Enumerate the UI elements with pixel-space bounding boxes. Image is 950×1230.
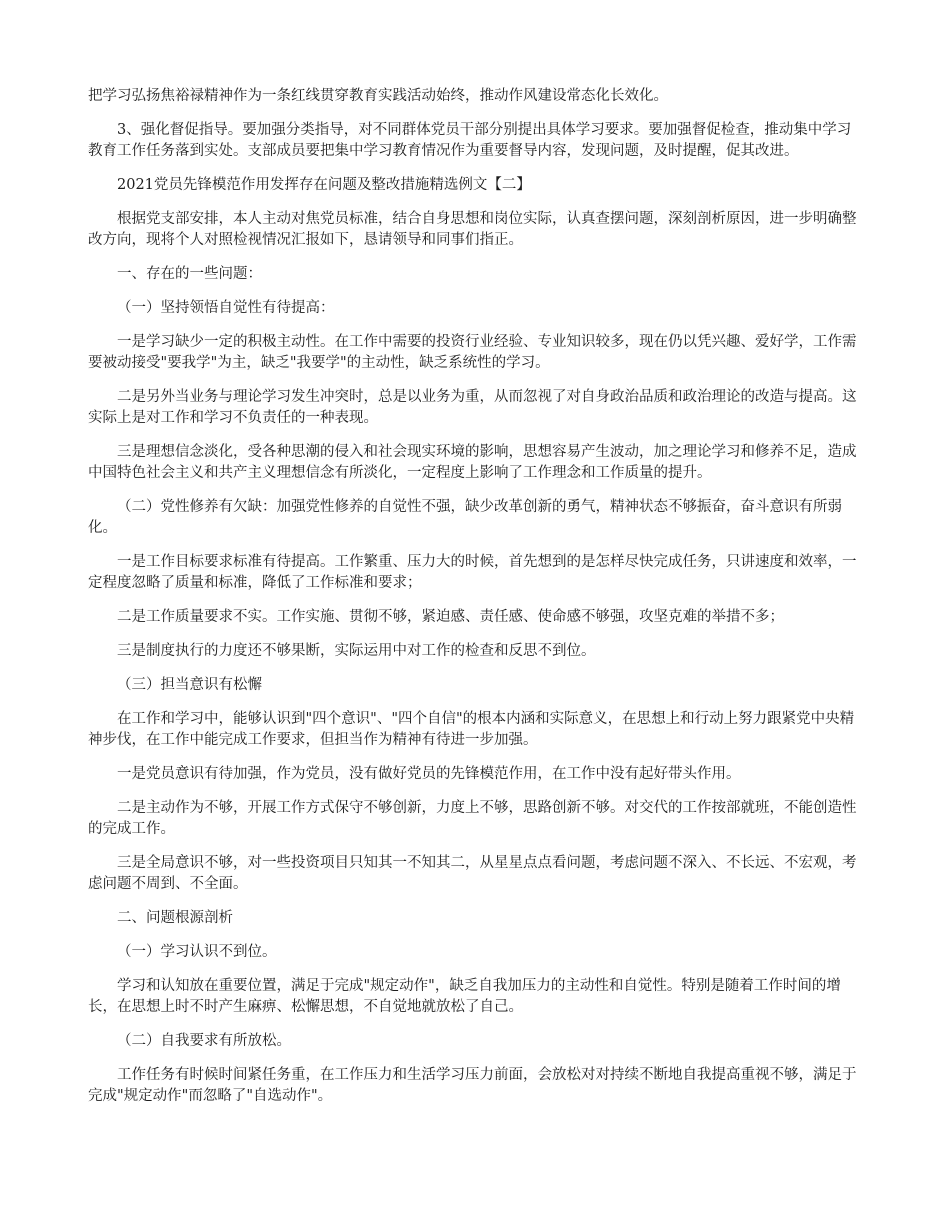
- paragraph-problem-2-2: 二是工作质量要求不实。工作实施、贯彻不够，紧迫感、责任感、使命感不够强，攻坚克难的举措不多；: [117, 609, 784, 625]
- subheading-party-cultivation: （二）党性修养有欠缺：加强党性修养的自觉性不强，缺少改革创新的勇气，精神状态不够振奋，奋斗意识有所弱化。: [88, 499, 842, 536]
- paragraph-intro: 根据党支部安排，本人主动对焦党员标准，结合自身思想和岗位实际，认真查摆问题，深刻剖析原因，进一步明确整改方向，现将个人对照检视情况汇报如下，恳请领导和同事们指正。: [88, 211, 857, 248]
- paragraph-problem-2-1: 一是工作目标要求标准有待提高。工作繁重、压力大的时候，首先想到的是怎样尽快完成任务，只讲速度和效率，一定程度忽略了质量和标准，降低了工作标准和要求；: [88, 554, 857, 591]
- paragraph-cause-2: 工作任务有时候时间紧任务重，在工作压力和生活学习压力前面，会放松对对持续不断地自我提高重视不够，满足于完成"规定动作"而忽略了"自选动作"。: [88, 1067, 857, 1104]
- subheading-learning-awareness: （一）坚持领悟自觉性有待提高：: [117, 300, 335, 316]
- paragraph-strengthen-supervision: 3、强化督促指导。要加强分类指导，对不同群体党员干部分别提出具体学习要求。要加强督促检查，推动集中学习教育工作任务落到实处。支部成员要把集中学习教育情况作为重要督导内容，发现问题，及时提醒，促其改进。: [88, 122, 852, 159]
- paragraph-problem-3-2: 二是主动作为不够，开展工作方式保守不够创新，力度上不够，思路创新不够。对交代的工作按部就班，不能创造性的完成工作。: [88, 800, 857, 837]
- paragraph-problem-1-1: 一是学习缺少一定的积极主动性。在工作中需要的投资行业经验、专业知识较多，现在仍以凭兴趣、爱好学，工作需要被动接受"要我学"为主，缺乏"我要学"的主动性，缺乏系统性的学习。: [88, 334, 857, 371]
- paragraph-continuation: 把学习弘扬焦裕禄精神作为一条红线贯穿教育实践活动始终，推动作风建设常态化长效化。: [88, 88, 668, 104]
- paragraph-problem-3-1: 一是党员意识有待加强，作为党员，没有做好党员的先锋模范作用，在工作中没有起好带头作用。: [117, 766, 741, 782]
- paragraph-responsibility-intro: 在工作和学习中，能够认识到"四个意识"、"四个自信"的根本内涵和实际意义，在思想上和行动上努力跟紧党中央精神步伐，在工作中能完成工作要求，但担当作为精神有待进一步加强。: [88, 711, 855, 748]
- document-body: [88, 86, 858, 1120]
- paragraph-problem-1-2: 二是另外当业务与理论学习发生冲突时，总是以业务为重，从而忽视了对自身政治品质和政治理论的改造与提高。这实际上是对工作和学习不负责任的一种表现。: [88, 389, 857, 426]
- section-title-example-two: 2021党员先锋模范作用发挥存在问题及整改措施精选例文【二】: [117, 177, 531, 193]
- heading-existing-problems: 一、存在的一些问题：: [117, 266, 262, 282]
- paragraph-problem-2-3: 三是制度执行的力度还不够果断，实际运用中对工作的检查和反思不到位。: [117, 643, 596, 659]
- subheading-self-requirement: （二）自我要求有所放松。: [117, 1033, 291, 1049]
- paragraph-problem-1-3: 三是理想信念淡化，受各种思潮的侵入和社会现实环境的影响，思想容易产生波动，加之理论学习和修养不足，造成中国特色社会主义和共产主义理想信念有所淡化，一定程度上影响了工作理念和工作质量的提升。: [88, 444, 857, 481]
- heading-root-cause-analysis: 二、问题根源剖析: [117, 910, 233, 926]
- subheading-responsibility: （三）担当意识有松懈: [117, 677, 262, 693]
- paragraph-problem-3-3: 三是全局意识不够，对一些投资项目只知其一不知其二，从星星点点看问题，考虑问题不深入、不长远、不宏观，考虑问题不周到、不全面。: [88, 855, 857, 892]
- paragraph-cause-1: 学习和认知放在重要位置，满足于完成"规定动作"，缺乏自我加压力的主动性和自觉性。特别是随着工作时间的增长，在思想上时不时产生麻痹、松懈思想，不自觉地就放松了自己。: [88, 978, 841, 1015]
- subheading-learning-cognition: （一）学习认识不到位。: [117, 944, 277, 960]
